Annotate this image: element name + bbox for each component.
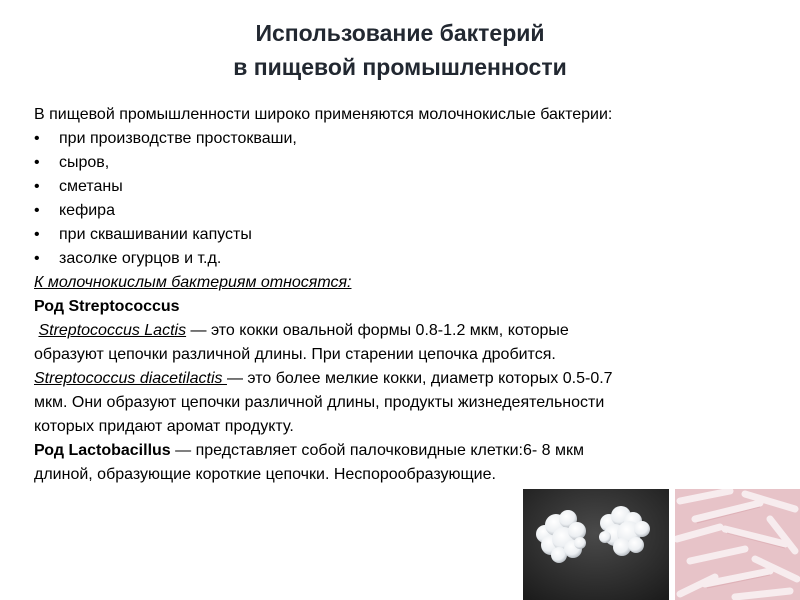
- strep-lactis-desc-cont: образуют цепочки различной длины. При старении цепочка дробится.: [34, 346, 556, 363]
- intro-text: В пищевой промышленности широко применяются молочнокислые бактерии:: [34, 106, 613, 123]
- bullet-mark: •: [34, 250, 40, 267]
- strep-lactis-name: Streptococcus Lactis: [38, 322, 187, 339]
- lactobacillus-desc-cont: длиной, образующие короткие цепочки. Неспорообразующие.: [34, 466, 496, 483]
- bullet-mark: •: [34, 154, 40, 171]
- title-line-2: в пищевой промышленности: [233, 54, 567, 80]
- strep-diacetilactis-desc-cont-2: которых придают аромат продукту.: [34, 418, 294, 435]
- bullet-item: [34, 175, 779, 199]
- bullet-text: сметаны: [59, 178, 123, 195]
- bullet-item: [34, 223, 779, 247]
- strep-diacetilactis-name: Streptococcus diacetilactis: [34, 370, 227, 387]
- bullet-text: кефира: [59, 202, 115, 219]
- strep-diacetilactis-line: [34, 367, 779, 391]
- bullet-item: [34, 199, 779, 223]
- slide-title: [0, 16, 800, 84]
- bullet-mark: •: [34, 202, 40, 219]
- bullet-mark: •: [34, 178, 40, 195]
- strep-lactis-desc: — это кокки овальной формы 0.8-1.2 мкм, которые: [186, 322, 569, 339]
- bullet-item: [34, 247, 779, 271]
- lactic-bacteria-heading: К молочнокислым бактериям относятся:: [34, 274, 352, 291]
- bullet-text: сыров,: [59, 154, 110, 171]
- lactobacillus-line: [34, 439, 779, 463]
- bullet-item: [34, 127, 779, 151]
- strep-lactis-line: [34, 319, 779, 343]
- strep-diacetilactis-desc: — это более мелкие кокки, диаметр которых 0.5-0.7: [226, 370, 613, 387]
- bullet-text: засолке огурцов и т.д.: [59, 250, 222, 267]
- lactobacillus-desc: — представляет собой палочковидные клетки:6- 8 мкм: [170, 442, 584, 459]
- bullet-mark: •: [34, 226, 40, 243]
- bullet-item: [34, 151, 779, 175]
- strep-diacetilactis-desc-cont-1: мкм. Они образуют цепочки различной длины, продукты жизнедеятельности: [34, 394, 605, 411]
- rod-bacteria-micrograph: [675, 489, 800, 600]
- genus-lactobacillus: Род Lactobacillus: [34, 442, 171, 459]
- kefir-grains-photo: [523, 489, 669, 600]
- bullet-text: при производстве простокваши,: [59, 130, 297, 147]
- title-line-1: Использование бактерий: [255, 20, 545, 46]
- slide-body: [34, 103, 779, 487]
- bullet-text: при сквашивании капусты: [59, 226, 252, 243]
- genus-streptococcus: Род Streptococcus: [34, 298, 180, 315]
- bullet-mark: •: [34, 130, 40, 147]
